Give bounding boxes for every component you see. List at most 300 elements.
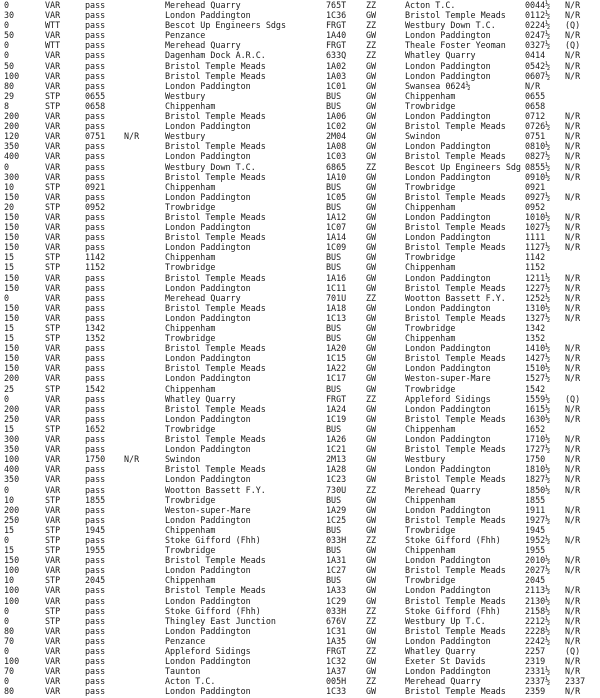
- status-cell: N/R: [565, 70, 581, 81]
- destination-cell: Bristol Temple Meads: [405, 282, 506, 293]
- destination-cell: London Paddington: [405, 30, 491, 41]
- dest-time-cell: 1227½: [525, 282, 551, 293]
- origin-cell: Trowbridge: [165, 262, 216, 273]
- destination-cell: Stoke Gifford (Fhh): [405, 605, 501, 616]
- speed-cell: 80: [4, 686, 15, 697]
- time-cell: pass: [85, 656, 106, 667]
- speed-cell: 20: [4, 201, 15, 212]
- status-cell: N/R: [565, 484, 581, 495]
- dest-time-cell: 0726½: [525, 121, 551, 132]
- destination-cell: Bristol Temple Meads: [405, 151, 506, 162]
- time-cell: 1142: [85, 252, 106, 263]
- operator-cell: GW: [366, 262, 377, 273]
- dest-time-cell: 2113½: [525, 585, 551, 596]
- operator-cell: GW: [366, 434, 377, 445]
- destination-cell: Westbury Up T.C.: [405, 615, 486, 626]
- dest-time-cell: 1527½: [525, 373, 551, 384]
- dest-time-cell: 1955: [525, 545, 546, 556]
- destination-cell: London Paddington: [405, 70, 491, 81]
- table-row: [0, 202, 600, 212]
- speed-cell: 15: [4, 423, 15, 434]
- headcode-cell: 730U: [326, 484, 347, 495]
- type-cell: VAR: [45, 514, 61, 525]
- time-cell: 2045: [85, 575, 106, 586]
- speed-cell: 120: [4, 131, 20, 142]
- dest-time-cell: 1952½: [525, 534, 551, 545]
- dest-time-cell: 0827½: [525, 151, 551, 162]
- operator-cell: GW: [366, 121, 377, 132]
- speed-cell: 15: [4, 333, 15, 344]
- speed-cell: 150: [4, 232, 20, 243]
- headcode-cell: 1A20: [326, 343, 347, 354]
- headcode-cell: BUS: [326, 323, 342, 333]
- status-cell: 2337: [565, 676, 586, 687]
- dest-time-cell: 2257: [525, 646, 546, 656]
- destination-cell: London Paddington: [405, 272, 491, 283]
- time-cell: 0751: [85, 131, 106, 142]
- status-cell: N/R: [565, 0, 581, 10]
- type-cell: STP: [45, 100, 61, 111]
- status-cell: N/R: [565, 534, 581, 545]
- status-cell: N/R: [565, 635, 581, 646]
- origin-cell: London Paddington: [165, 474, 251, 485]
- status-cell: N/R: [565, 686, 581, 697]
- speed-cell: 100: [4, 454, 20, 465]
- time-cell: pass: [85, 565, 106, 576]
- dest-time-cell: 0855½: [525, 161, 551, 172]
- speed-cell: 0: [4, 676, 10, 687]
- table-row: [0, 353, 600, 363]
- headcode-cell: 1A28: [326, 464, 347, 475]
- table-row: [0, 262, 600, 272]
- time-cell: pass: [85, 80, 106, 91]
- headcode-cell: 1A16: [326, 272, 347, 283]
- dest-time-cell: 0927½: [525, 191, 551, 202]
- origin-cell: London Paddington: [165, 80, 251, 91]
- operator-cell: GW: [366, 514, 377, 525]
- type-cell: STP: [45, 575, 61, 586]
- destination-cell: Bristol Temple Meads: [405, 191, 506, 202]
- speed-cell: 80: [4, 80, 15, 91]
- type-cell: VAR: [45, 80, 61, 91]
- dest-time-cell: 1510½: [525, 363, 551, 374]
- type-cell: VAR: [45, 504, 61, 515]
- dest-time-cell: 2010½: [525, 555, 551, 566]
- dest-time-cell: 2130½: [525, 595, 551, 606]
- table-row: [0, 182, 600, 192]
- status-cell: (Q): [565, 393, 581, 404]
- operator-cell: ZZ: [366, 615, 377, 626]
- headcode-cell: 033H: [326, 605, 347, 616]
- headcode-cell: 1A08: [326, 141, 347, 152]
- headcode-cell: 1A31: [326, 555, 347, 566]
- table-row: [0, 121, 600, 131]
- status-cell: N/R: [565, 161, 581, 172]
- type-cell: WTT: [45, 20, 61, 31]
- destination-cell: London Paddington: [405, 232, 491, 243]
- dest-time-cell: 1855: [525, 494, 546, 505]
- dest-time-cell: 1310½: [525, 302, 551, 313]
- table-row: [0, 565, 600, 575]
- table-row: [0, 111, 600, 121]
- destination-cell: London Paddington: [405, 302, 491, 313]
- status-cell: N/R: [565, 444, 581, 455]
- origin-cell: Chippenham: [165, 252, 216, 263]
- type-cell: VAR: [45, 403, 61, 414]
- type-cell: STP: [45, 383, 61, 394]
- operator-cell: ZZ: [366, 605, 377, 616]
- table-row: [0, 626, 600, 636]
- speed-cell: 15: [4, 524, 15, 535]
- destination-cell: Bristol Temple Meads: [405, 10, 506, 21]
- dest-time-cell: 2337½: [525, 676, 551, 687]
- table-row: [0, 414, 600, 424]
- origin-cell: Bristol Temple Meads: [165, 211, 266, 222]
- speed-cell: 100: [4, 585, 20, 596]
- speed-cell: 15: [4, 545, 15, 556]
- table-row: [0, 384, 600, 394]
- type-cell: VAR: [45, 454, 61, 465]
- headcode-cell: 1A35: [326, 635, 347, 646]
- status-cell: N/R: [565, 656, 581, 667]
- destination-cell: Merehead Quarry: [405, 676, 481, 687]
- origin-cell: Merehead Quarry: [165, 40, 241, 51]
- speed-cell: 300: [4, 171, 20, 182]
- time-cell: pass: [85, 373, 106, 384]
- operator-cell: GW: [366, 403, 377, 414]
- table-row: [0, 283, 600, 293]
- type-cell: STP: [45, 262, 61, 273]
- type-cell: VAR: [45, 434, 61, 445]
- destination-cell: London Paddington: [405, 403, 491, 414]
- time-cell: pass: [85, 434, 106, 445]
- type-cell: VAR: [45, 30, 61, 41]
- origin-cell: London Paddington: [165, 121, 251, 132]
- type-cell: VAR: [45, 70, 61, 81]
- headcode-cell: 6865: [326, 161, 347, 172]
- dest-time-cell: 1142: [525, 252, 546, 263]
- operator-cell: ZZ: [366, 534, 377, 545]
- origin-cell: Bristol Temple Meads: [165, 70, 266, 81]
- speed-cell: 100: [4, 565, 20, 576]
- destination-cell: Bristol Temple Meads: [405, 353, 506, 364]
- time-cell: pass: [85, 312, 106, 323]
- destination-cell: London Paddington: [405, 585, 491, 596]
- table-row: [0, 636, 600, 646]
- time-cell: pass: [85, 151, 106, 162]
- origin-cell: Westbury: [165, 131, 206, 142]
- speed-cell: 25: [4, 383, 15, 394]
- type-cell: STP: [45, 545, 61, 556]
- origin-cell: Bristol Temple Meads: [165, 343, 266, 354]
- table-row: [0, 646, 600, 656]
- operator-cell: GW: [366, 494, 377, 505]
- destination-cell: London Paddington: [405, 343, 491, 354]
- time-cell: pass: [85, 464, 106, 475]
- operator-cell: GW: [366, 575, 377, 586]
- type-cell: VAR: [45, 343, 61, 354]
- status-cell: (Q): [565, 20, 581, 31]
- dest-time-cell: 1427½: [525, 353, 551, 364]
- operator-cell: GW: [366, 585, 377, 596]
- speed-cell: 10: [4, 181, 15, 192]
- time-cell: pass: [85, 20, 106, 31]
- headcode-cell: 1A24: [326, 403, 347, 414]
- operator-cell: GW: [366, 595, 377, 606]
- time-cell: 0952: [85, 201, 106, 212]
- destination-cell: Bristol Temple Meads: [405, 474, 506, 485]
- speed-cell: 70: [4, 635, 15, 646]
- operator-cell: GW: [366, 30, 377, 41]
- origin-cell: Wootton Bassett F.Y.: [165, 484, 266, 495]
- table-row: [0, 333, 600, 343]
- status-cell: N/R: [565, 343, 581, 354]
- headcode-cell: 2M13: [326, 454, 347, 465]
- dest-time-cell: 1027½: [525, 222, 551, 233]
- destination-cell: London Paddington: [405, 555, 491, 566]
- operator-cell: ZZ: [366, 40, 377, 51]
- time-cell: 0921: [85, 181, 106, 192]
- destination-cell: Theale Foster Yeoman: [405, 40, 506, 51]
- dest-time-cell: 2359: [525, 686, 546, 697]
- destination-cell: Weston-super-Mare: [405, 373, 491, 384]
- speed-cell: 0: [4, 605, 10, 616]
- type-cell: VAR: [45, 686, 61, 697]
- operator-cell: GW: [366, 666, 377, 677]
- headcode-cell: 1A37: [326, 666, 347, 677]
- headcode-cell: 1A02: [326, 60, 347, 71]
- type-cell: VAR: [45, 363, 61, 374]
- dest-time-cell: 0414: [525, 50, 546, 61]
- table-row: [0, 0, 600, 10]
- time-cell: 1652: [85, 423, 106, 434]
- destination-cell: London Paddington: [405, 464, 491, 475]
- origin-cell: London Paddington: [165, 565, 251, 576]
- operator-cell: GW: [366, 464, 377, 475]
- status-cell: N/R: [565, 555, 581, 566]
- table-row: [0, 10, 600, 20]
- speed-cell: 150: [4, 312, 20, 323]
- time-cell: pass: [85, 141, 106, 152]
- destination-cell: Bristol Temple Meads: [405, 444, 506, 455]
- dest-time-cell: 2228½: [525, 625, 551, 636]
- operator-cell: GW: [366, 423, 377, 434]
- operator-cell: ZZ: [366, 393, 377, 404]
- status-cell: N/R: [565, 171, 581, 182]
- table-row: [0, 394, 600, 404]
- origin-cell: Chippenham: [165, 383, 216, 394]
- table-row: [0, 434, 600, 444]
- speed-cell: 10: [4, 575, 15, 586]
- dest-time-cell: 1127½: [525, 242, 551, 253]
- headcode-cell: 005H: [326, 676, 347, 687]
- type-cell: STP: [45, 534, 61, 545]
- time-cell: pass: [85, 615, 106, 626]
- status-cell: N/R: [565, 60, 581, 71]
- status-cell: N/R: [565, 272, 581, 283]
- speed-cell: 0: [4, 292, 10, 303]
- headcode-cell: 1C01: [326, 80, 347, 91]
- dest-time-cell: 0247½: [525, 30, 551, 41]
- origin-cell: Merehead Quarry: [165, 0, 241, 10]
- destination-cell: Wootton Bassett F.Y.: [405, 292, 506, 303]
- speed-cell: 80: [4, 625, 15, 636]
- origin-cell: Chippenham: [165, 100, 216, 111]
- operator-cell: ZZ: [366, 20, 377, 31]
- dest-time-cell: 1342: [525, 323, 546, 333]
- origin-cell: Merehead Quarry: [165, 292, 241, 303]
- type-cell: VAR: [45, 353, 61, 364]
- speed-cell: 150: [4, 272, 20, 283]
- destination-cell: Bristol Temple Meads: [405, 514, 506, 525]
- origin-cell: London Paddington: [165, 242, 251, 253]
- time-cell: pass: [85, 484, 106, 495]
- type-cell: STP: [45, 524, 61, 535]
- destination-cell: Bristol Temple Meads: [405, 121, 506, 132]
- headcode-cell: 633Q: [326, 50, 347, 61]
- headcode-cell: 1A40: [326, 30, 347, 41]
- type-cell: VAR: [45, 666, 61, 677]
- operator-cell: GW: [366, 171, 377, 182]
- table-row: [0, 232, 600, 242]
- origin-cell: Trowbridge: [165, 423, 216, 434]
- status-cell: N/R: [565, 454, 581, 465]
- table-row: [0, 545, 600, 555]
- time-cell: pass: [85, 60, 106, 71]
- destination-cell: Bristol Temple Meads: [405, 565, 506, 576]
- time-cell: pass: [85, 363, 106, 374]
- origin-cell: London Paddington: [165, 413, 251, 424]
- type-cell: VAR: [45, 555, 61, 566]
- dest-time-cell: 0712: [525, 111, 546, 122]
- operator-cell: GW: [366, 555, 377, 566]
- speed-cell: 150: [4, 302, 20, 313]
- table-row: [0, 666, 600, 676]
- origin-cell: Stoke Gifford (Fhh): [165, 534, 261, 545]
- destination-cell: London Paddington: [405, 363, 491, 374]
- table-row: [0, 505, 600, 515]
- table-row: [0, 30, 600, 40]
- note-cell: N/R: [124, 454, 140, 465]
- origin-cell: London Paddington: [165, 373, 251, 384]
- status-cell: N/R: [565, 302, 581, 313]
- type-cell: WTT: [45, 40, 61, 51]
- operator-cell: GW: [366, 151, 377, 162]
- type-cell: VAR: [45, 131, 61, 142]
- table-row: [0, 71, 600, 81]
- type-cell: STP: [45, 423, 61, 434]
- dest-time-cell: 1111: [525, 232, 546, 243]
- operator-cell: GW: [366, 181, 377, 192]
- headcode-cell: FRGT: [326, 646, 347, 656]
- type-cell: VAR: [45, 585, 61, 596]
- table-row: [0, 101, 600, 111]
- origin-cell: Bristol Temple Meads: [165, 111, 266, 122]
- table-row: [0, 686, 600, 696]
- status-cell: N/R: [565, 292, 581, 303]
- operator-cell: GW: [366, 413, 377, 424]
- dest-time-cell: 0658: [525, 100, 546, 111]
- time-cell: pass: [85, 504, 106, 515]
- origin-cell: Trowbridge: [165, 494, 216, 505]
- origin-cell: London Paddington: [165, 514, 251, 525]
- table-row: [0, 131, 600, 141]
- speed-cell: 0: [4, 484, 10, 495]
- headcode-cell: 1C21: [326, 444, 347, 455]
- operator-cell: GW: [366, 363, 377, 374]
- type-cell: VAR: [45, 0, 61, 10]
- dest-time-cell: 1850½: [525, 484, 551, 495]
- origin-cell: Penzance: [165, 635, 206, 646]
- time-cell: pass: [85, 121, 106, 132]
- type-cell: STP: [45, 494, 61, 505]
- origin-cell: London Paddington: [165, 10, 251, 21]
- headcode-cell: BUS: [326, 545, 342, 556]
- speed-cell: 0: [4, 161, 10, 172]
- time-cell: pass: [85, 605, 106, 616]
- time-cell: 0655: [85, 90, 106, 101]
- table-row: [0, 212, 600, 222]
- type-cell: VAR: [45, 282, 61, 293]
- time-cell: pass: [85, 403, 106, 414]
- origin-cell: Chippenham: [165, 524, 216, 535]
- operator-cell: GW: [366, 333, 377, 344]
- destination-cell: Trowbridge: [405, 181, 456, 192]
- destination-cell: Swindon: [405, 131, 441, 142]
- table-row: [0, 555, 600, 565]
- destination-cell: Chippenham: [405, 494, 456, 505]
- status-cell: N/R: [565, 434, 581, 445]
- headcode-cell: BUS: [326, 90, 342, 101]
- dest-time-cell: 0910½: [525, 171, 551, 182]
- destination-cell: London Paddington: [405, 171, 491, 182]
- time-cell: pass: [85, 282, 106, 293]
- table-row: [0, 192, 600, 202]
- operator-cell: GW: [366, 454, 377, 465]
- status-cell: N/R: [565, 514, 581, 525]
- speed-cell: 100: [4, 70, 20, 81]
- dest-time-cell: 2045: [525, 575, 546, 586]
- type-cell: VAR: [45, 565, 61, 576]
- speed-cell: 0: [4, 615, 10, 626]
- status-cell: N/R: [565, 595, 581, 606]
- origin-cell: London Paddington: [165, 625, 251, 636]
- origin-cell: London Paddington: [165, 656, 251, 667]
- time-cell: pass: [85, 232, 106, 243]
- headcode-cell: BUS: [326, 423, 342, 434]
- destination-cell: Trowbridge: [405, 100, 456, 111]
- origin-cell: Trowbridge: [165, 333, 216, 344]
- operator-cell: GW: [366, 201, 377, 212]
- time-cell: pass: [85, 595, 106, 606]
- time-cell: 1855: [85, 494, 106, 505]
- destination-cell: Trowbridge: [405, 383, 456, 394]
- status-cell: N/R: [565, 605, 581, 616]
- time-cell: pass: [85, 211, 106, 222]
- type-cell: STP: [45, 615, 61, 626]
- origin-cell: Appleford Sidings: [165, 646, 251, 656]
- destination-cell: Stoke Gifford (Fhh): [405, 534, 501, 545]
- operator-cell: ZZ: [366, 676, 377, 687]
- operator-cell: GW: [366, 545, 377, 556]
- dest-time-cell: 1652: [525, 423, 546, 434]
- dest-time-cell: 1410½: [525, 343, 551, 354]
- destination-cell: Chippenham: [405, 423, 456, 434]
- dest-time-cell: 0921: [525, 181, 546, 192]
- time-cell: pass: [85, 242, 106, 253]
- table-row: [0, 606, 600, 616]
- table-row: [0, 242, 600, 252]
